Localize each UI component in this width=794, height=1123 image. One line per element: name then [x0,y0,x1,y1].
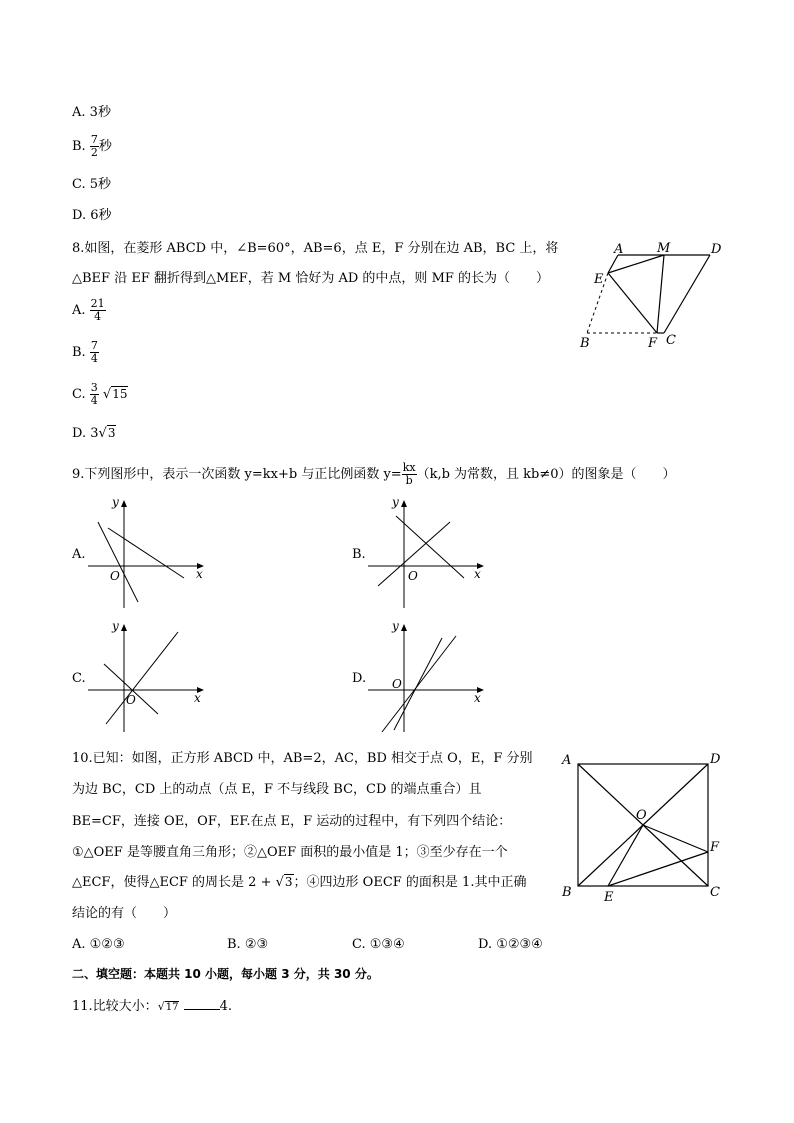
svg-text:y: y [392,619,399,633]
svg-text:y: y [392,495,399,509]
option-text: 6秒 [90,208,112,223]
label-d: D [710,752,721,767]
svg-text:y: y [112,495,119,509]
label-m: M [657,241,671,256]
svg-text:O: O [392,677,402,691]
option-letter: B. [72,139,86,155]
q7-option-b [72,134,112,159]
svg-text:y: y [112,619,119,633]
section-heading: 二、填空题：本题共 10 小题，每小题 3 分，共 30 分。 [72,967,379,981]
option-text: 3秒 [89,105,111,120]
label-b: B [580,336,590,351]
q10-stem-line4: ①△OEF 是等腰直角三角形；②△OEF 面积的最小值是 1；③至少存在一个 [72,845,508,860]
q10-stem-line5: △ECF，使得△ECF 的周长是 2 + √3；④四边形 OECF 的面积是 1.其中正确 [72,875,527,890]
option-text: 秒 [98,139,112,155]
q10-stem-line1: 10.已知：如图，正方形 ABCD 中，AB=2，AC，BD 相交于点 O，E，F 分别 [72,751,533,766]
q9-graph-b [368,494,492,612]
label-f: F [648,336,658,351]
q9-graph-c [88,618,212,736]
rhombus-figure [572,236,732,352]
q9-graph-b-letter: B. [352,547,366,562]
q7-option-a [72,106,111,119]
square-figure [558,748,728,906]
q8-option-d: D. 3√3 [72,426,116,441]
radicand: 3 [107,426,116,440]
q8-option-c: C. $\frac{3}{4}$ √15 [72,381,128,408]
q10-stem-line3: BE=CF，连接 OE，OF，EF.在点 E，F 运动的过程中，有下列四个结论： [72,814,512,829]
q8-option-a: A. $\frac{21}{4}$ [72,297,105,324]
label-a: A [562,753,572,768]
q8-option-b: B. $\frac{7}{4}$ [72,339,98,366]
radicand: 15 [112,387,128,402]
label-e: E [594,272,604,287]
radicand: 3 [284,875,293,889]
q8-stem-line1: 8.如图，在菱形 ABCD 中，∠B=60°，AB=6，点 E，F 分别在边 AB，BC 上，将 [72,241,559,256]
option-text: 5秒 [89,177,112,192]
q9-graph-d [368,618,492,736]
q10-option-a: A. ①②③ [72,937,125,952]
q11-stem: 11.比较大小：√17 4. [72,999,232,1014]
svg-text:x: x [474,567,481,581]
fraction: $\frac{21}{4}$ [90,297,105,324]
q9-stem: 9.下列图形中，表示一次函数 y=kx+b 与正比例函数 y= $\frac{kx}{b}$ （k,b 为常数，且 kb≠0）的图象是（ ） [72,461,676,488]
option-letter: D. [72,208,87,223]
q9-graph-a [88,494,208,612]
label-o: O [636,808,647,823]
q9-graph-d-letter: D. [352,671,367,686]
svg-text:O: O [110,569,120,583]
fraction: $\frac{7}{4}$ [90,339,98,366]
svg-text:O: O [408,569,418,583]
q10-option-b: B. ②③ [227,937,269,952]
label-e: E [604,890,614,905]
q9-graph-c-letter: C. [72,671,86,686]
svg-text:x: x [196,567,203,581]
answer-blank[interactable] [184,1009,220,1010]
label-c: C [666,333,676,348]
q7-option-c [72,178,111,191]
q10-stem-line2: 为边 BC，CD 上的动点（点 E，F 不与线段 BC，CD 的端点重合）且 [72,782,482,797]
option-letter: A. [72,105,86,120]
radicand: 17 [165,1002,179,1013]
fraction: $\frac{7}{2}$ [90,133,98,160]
label-c: C [710,885,720,900]
svg-text:O: O [126,693,136,707]
fraction: $\frac{3}{4}$ [90,381,98,408]
q10-stem-line6: 结论的有（ ） [72,906,177,921]
q9-graph-a-letter: A. [72,547,86,562]
label-f: F [710,840,720,855]
q10-option-c: C. ①③④ [352,937,405,952]
svg-text:x: x [474,691,481,705]
q7-option-d [72,209,112,222]
svg-text:x: x [194,691,201,705]
q8-stem-line2: △BEF 沿 EF 翻折得到△MEF，若 M 恰好为 AD 的中点，则 MF 的长为（ ） [72,271,550,286]
label-d: D [711,242,722,257]
option-letter: C. [72,177,86,192]
fraction: $\frac{kx}{b}$ [402,461,416,488]
q10-option-d: D. ①②③④ [478,937,543,952]
label-a: A [614,242,624,257]
label-b: B [562,885,572,900]
